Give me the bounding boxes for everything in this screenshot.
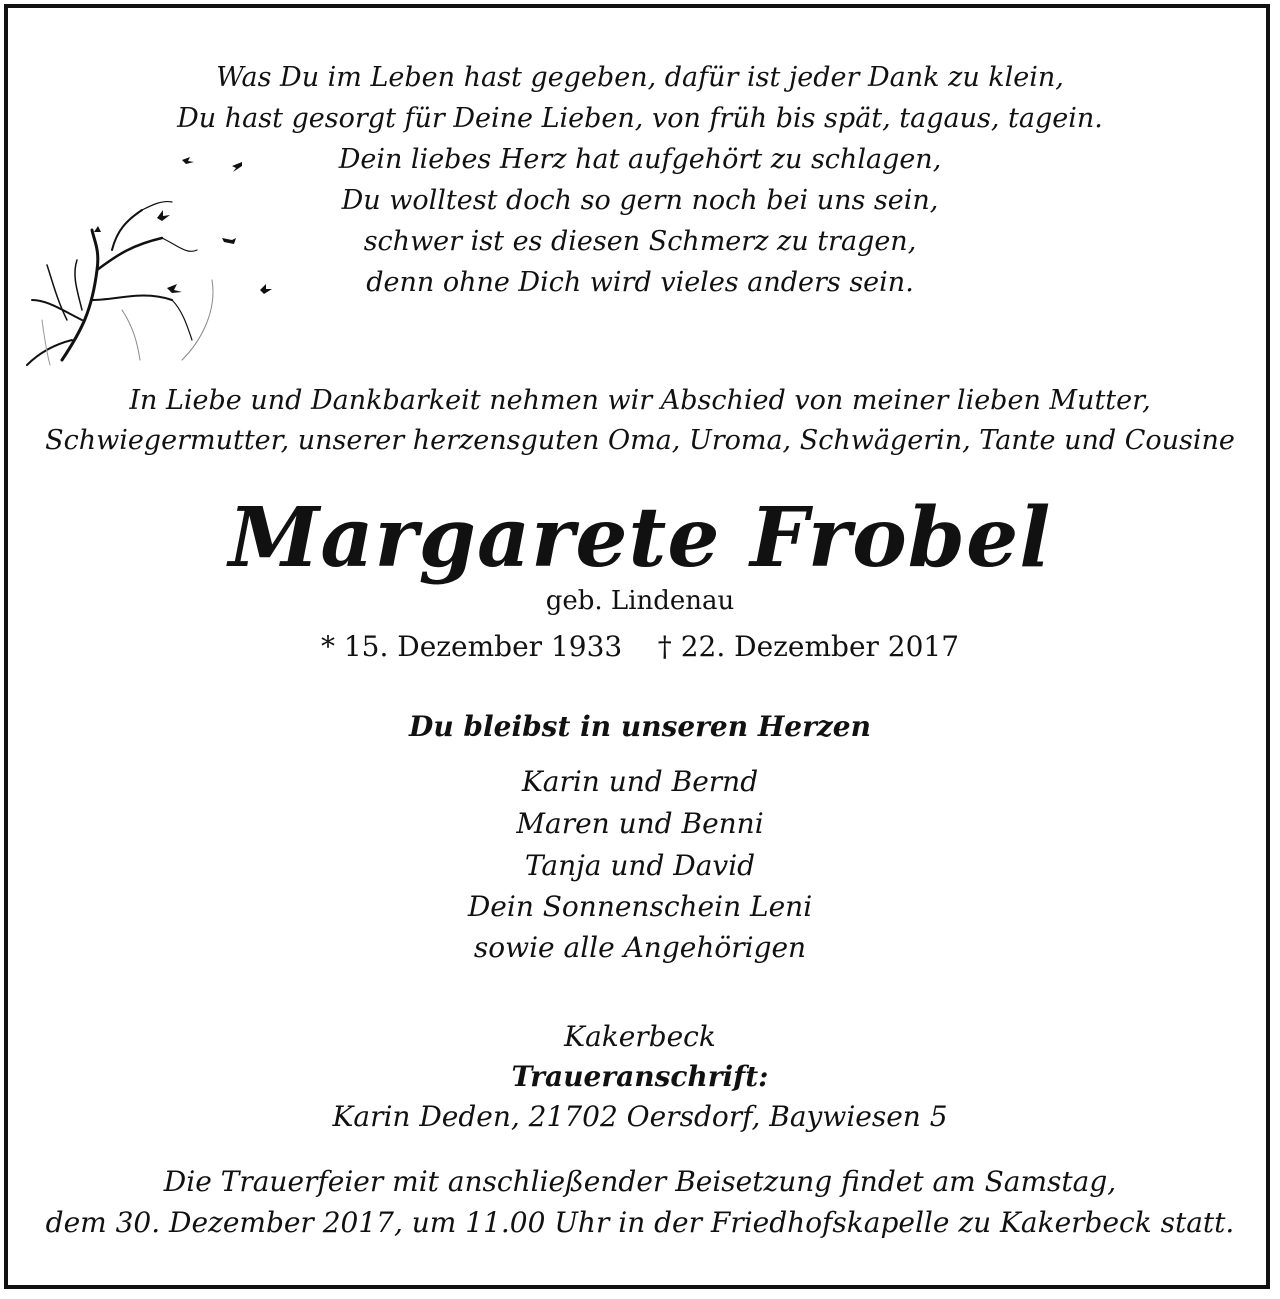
mourner-2: Maren und Benni bbox=[516, 807, 764, 840]
poem-line-1: Was Du im Leben hast gegeben, dafür ist jeder Dank zu klein, bbox=[216, 62, 1064, 93]
intro-line-1: In Liebe und Dankbarkeit nehmen wir Abschied von meiner lieben Mutter, bbox=[129, 385, 1151, 416]
funeral-line-1: Die Trauerfeier mit anschließender Beisetzung findet am Samstag, bbox=[163, 1165, 1117, 1198]
mourner-4: Dein Sonnenschein Leni bbox=[467, 890, 813, 923]
motto: Du bleibst in unseren Herzen bbox=[409, 710, 871, 743]
poem-line-4: Du wolltest doch so gern noch bei uns sein, bbox=[341, 185, 939, 216]
poem-line-2: Du hast gesorgt für Deine Lieben, von früh bis spät, tagaus, tagein. bbox=[177, 103, 1103, 134]
poem-line-6: denn ohne Dich wird vieles anders sein. bbox=[366, 267, 914, 298]
maiden-name: geb. Lindenau bbox=[545, 586, 735, 616]
intro-line-2: Schwiegermutter, unserer herzensguten Oma, Uroma, Schwägerin, Tante und Cousine bbox=[45, 425, 1235, 456]
poem-line-3: Dein liebes Herz hat aufgehört zu schlagen, bbox=[338, 144, 942, 175]
mourner-3: Tanja und David bbox=[524, 849, 756, 882]
funeral-line-2: dem 30. Dezember 2017, um 11.00 Uhr in der Friedhofskapelle zu Kakerbeck statt. bbox=[45, 1206, 1235, 1239]
place: Kakerbeck bbox=[564, 1020, 716, 1053]
address-label: Traueranschrift: bbox=[511, 1060, 769, 1093]
life-dates: * 15. Dezember 1933 † 22. Dezember 2017 bbox=[320, 630, 960, 663]
deceased-name: Margarete Frobel bbox=[228, 490, 1052, 586]
address-value: Karin Deden, 21702 Oersdorf, Baywiesen 5 bbox=[332, 1100, 948, 1133]
tree-branch-with-birds-icon bbox=[22, 150, 292, 370]
poem-line-5: schwer ist es diesen Schmerz zu tragen, bbox=[363, 226, 917, 257]
mourner-5: sowie alle Angehörigen bbox=[473, 931, 807, 964]
mourner-1: Karin und Bernd bbox=[521, 765, 759, 798]
